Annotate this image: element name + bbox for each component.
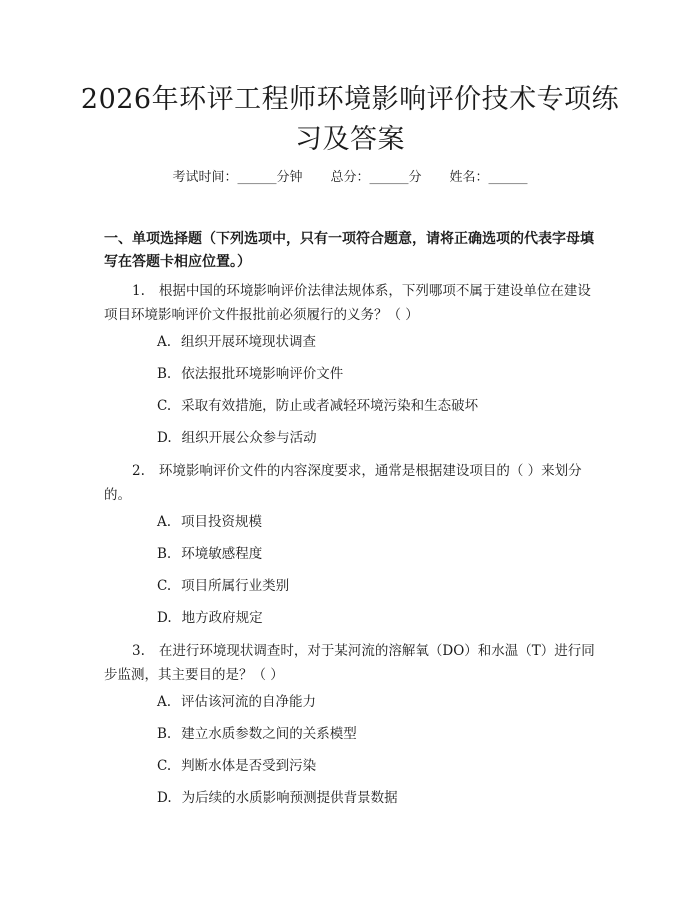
- option-text: 建立水质参数之间的关系模型: [181, 726, 357, 742]
- option-text: 地方政府规定: [181, 610, 263, 626]
- question-number: 2.: [132, 463, 145, 479]
- option-text: 组织开展环境现状调查: [181, 334, 317, 350]
- question-number: 1.: [132, 283, 145, 299]
- option-text: 环境敏感程度: [181, 546, 263, 562]
- question-text: 根据中国的环境影响评价法律法规体系，下列哪项不属于建设单位在建设项目环境影响评价文件报批前必须履行的义务？（ ）: [104, 283, 591, 323]
- option-letter: D.: [157, 430, 172, 446]
- option-text: 采取有效措施，防止或者减轻环境污染和生态破坏: [181, 398, 479, 414]
- option-2d: [157, 608, 597, 628]
- question-1: [104, 279, 604, 327]
- option-text: 项目所属行业类别: [181, 578, 290, 594]
- option-3a: [157, 692, 597, 712]
- option-text: 依法报批环境影响评价文件: [181, 366, 344, 382]
- option-1b: [157, 364, 597, 384]
- option-letter: D.: [157, 790, 172, 806]
- option-2b: [157, 544, 597, 564]
- option-letter: A.: [157, 514, 172, 530]
- question-text: 环境影响评价文件的内容深度要求，通常是根据建设项目的（ ）来划分的。: [104, 463, 582, 503]
- option-letter: C.: [157, 578, 172, 594]
- exam-time-label: 考试时间：______分钟: [172, 170, 303, 185]
- name-label: 姓名：______: [449, 170, 528, 185]
- question-text: 在进行环境现状调查时，对于某河流的溶解氧（DO）和水温（T）进行同步监测，其主要目的是？（ ）: [104, 643, 595, 683]
- question-2: [104, 459, 604, 507]
- option-1d: [157, 428, 597, 448]
- option-3b: [157, 724, 597, 744]
- option-2a: [157, 512, 597, 532]
- option-text: 判断水体是否受到污染: [181, 758, 317, 774]
- option-text: 项目投资规模: [181, 514, 263, 530]
- section-heading: 一、单项选择题（下列选项中，只有一项符合题意，请将正确选项的代表字母填写在答题卡相应位置。）: [104, 231, 594, 270]
- option-letter: D.: [157, 610, 172, 626]
- page-title: 2026年环评工程师环境影响评价技术专项练习及答案: [80, 84, 620, 155]
- option-text: 评估该河流的自净能力: [181, 694, 317, 710]
- option-letter: A.: [157, 694, 172, 710]
- exam-info-line: [0, 168, 700, 188]
- option-letter: C.: [157, 398, 172, 414]
- option-2c: [157, 576, 597, 596]
- total-score-label: 总分：______分: [330, 170, 422, 185]
- option-text: 为后续的水质影响预测提供背景数据: [181, 790, 398, 806]
- option-1c: [157, 396, 597, 416]
- option-3c: [157, 756, 597, 776]
- option-letter: B.: [157, 726, 172, 742]
- question-3: [104, 639, 604, 687]
- option-letter: C.: [157, 758, 172, 774]
- option-letter: B.: [157, 366, 172, 382]
- option-1a: [157, 332, 597, 352]
- option-3d: [157, 788, 597, 808]
- option-letter: A.: [157, 334, 172, 350]
- question-number: 3.: [132, 643, 145, 659]
- option-letter: B.: [157, 546, 172, 562]
- option-text: 组织开展公众参与活动: [181, 430, 317, 446]
